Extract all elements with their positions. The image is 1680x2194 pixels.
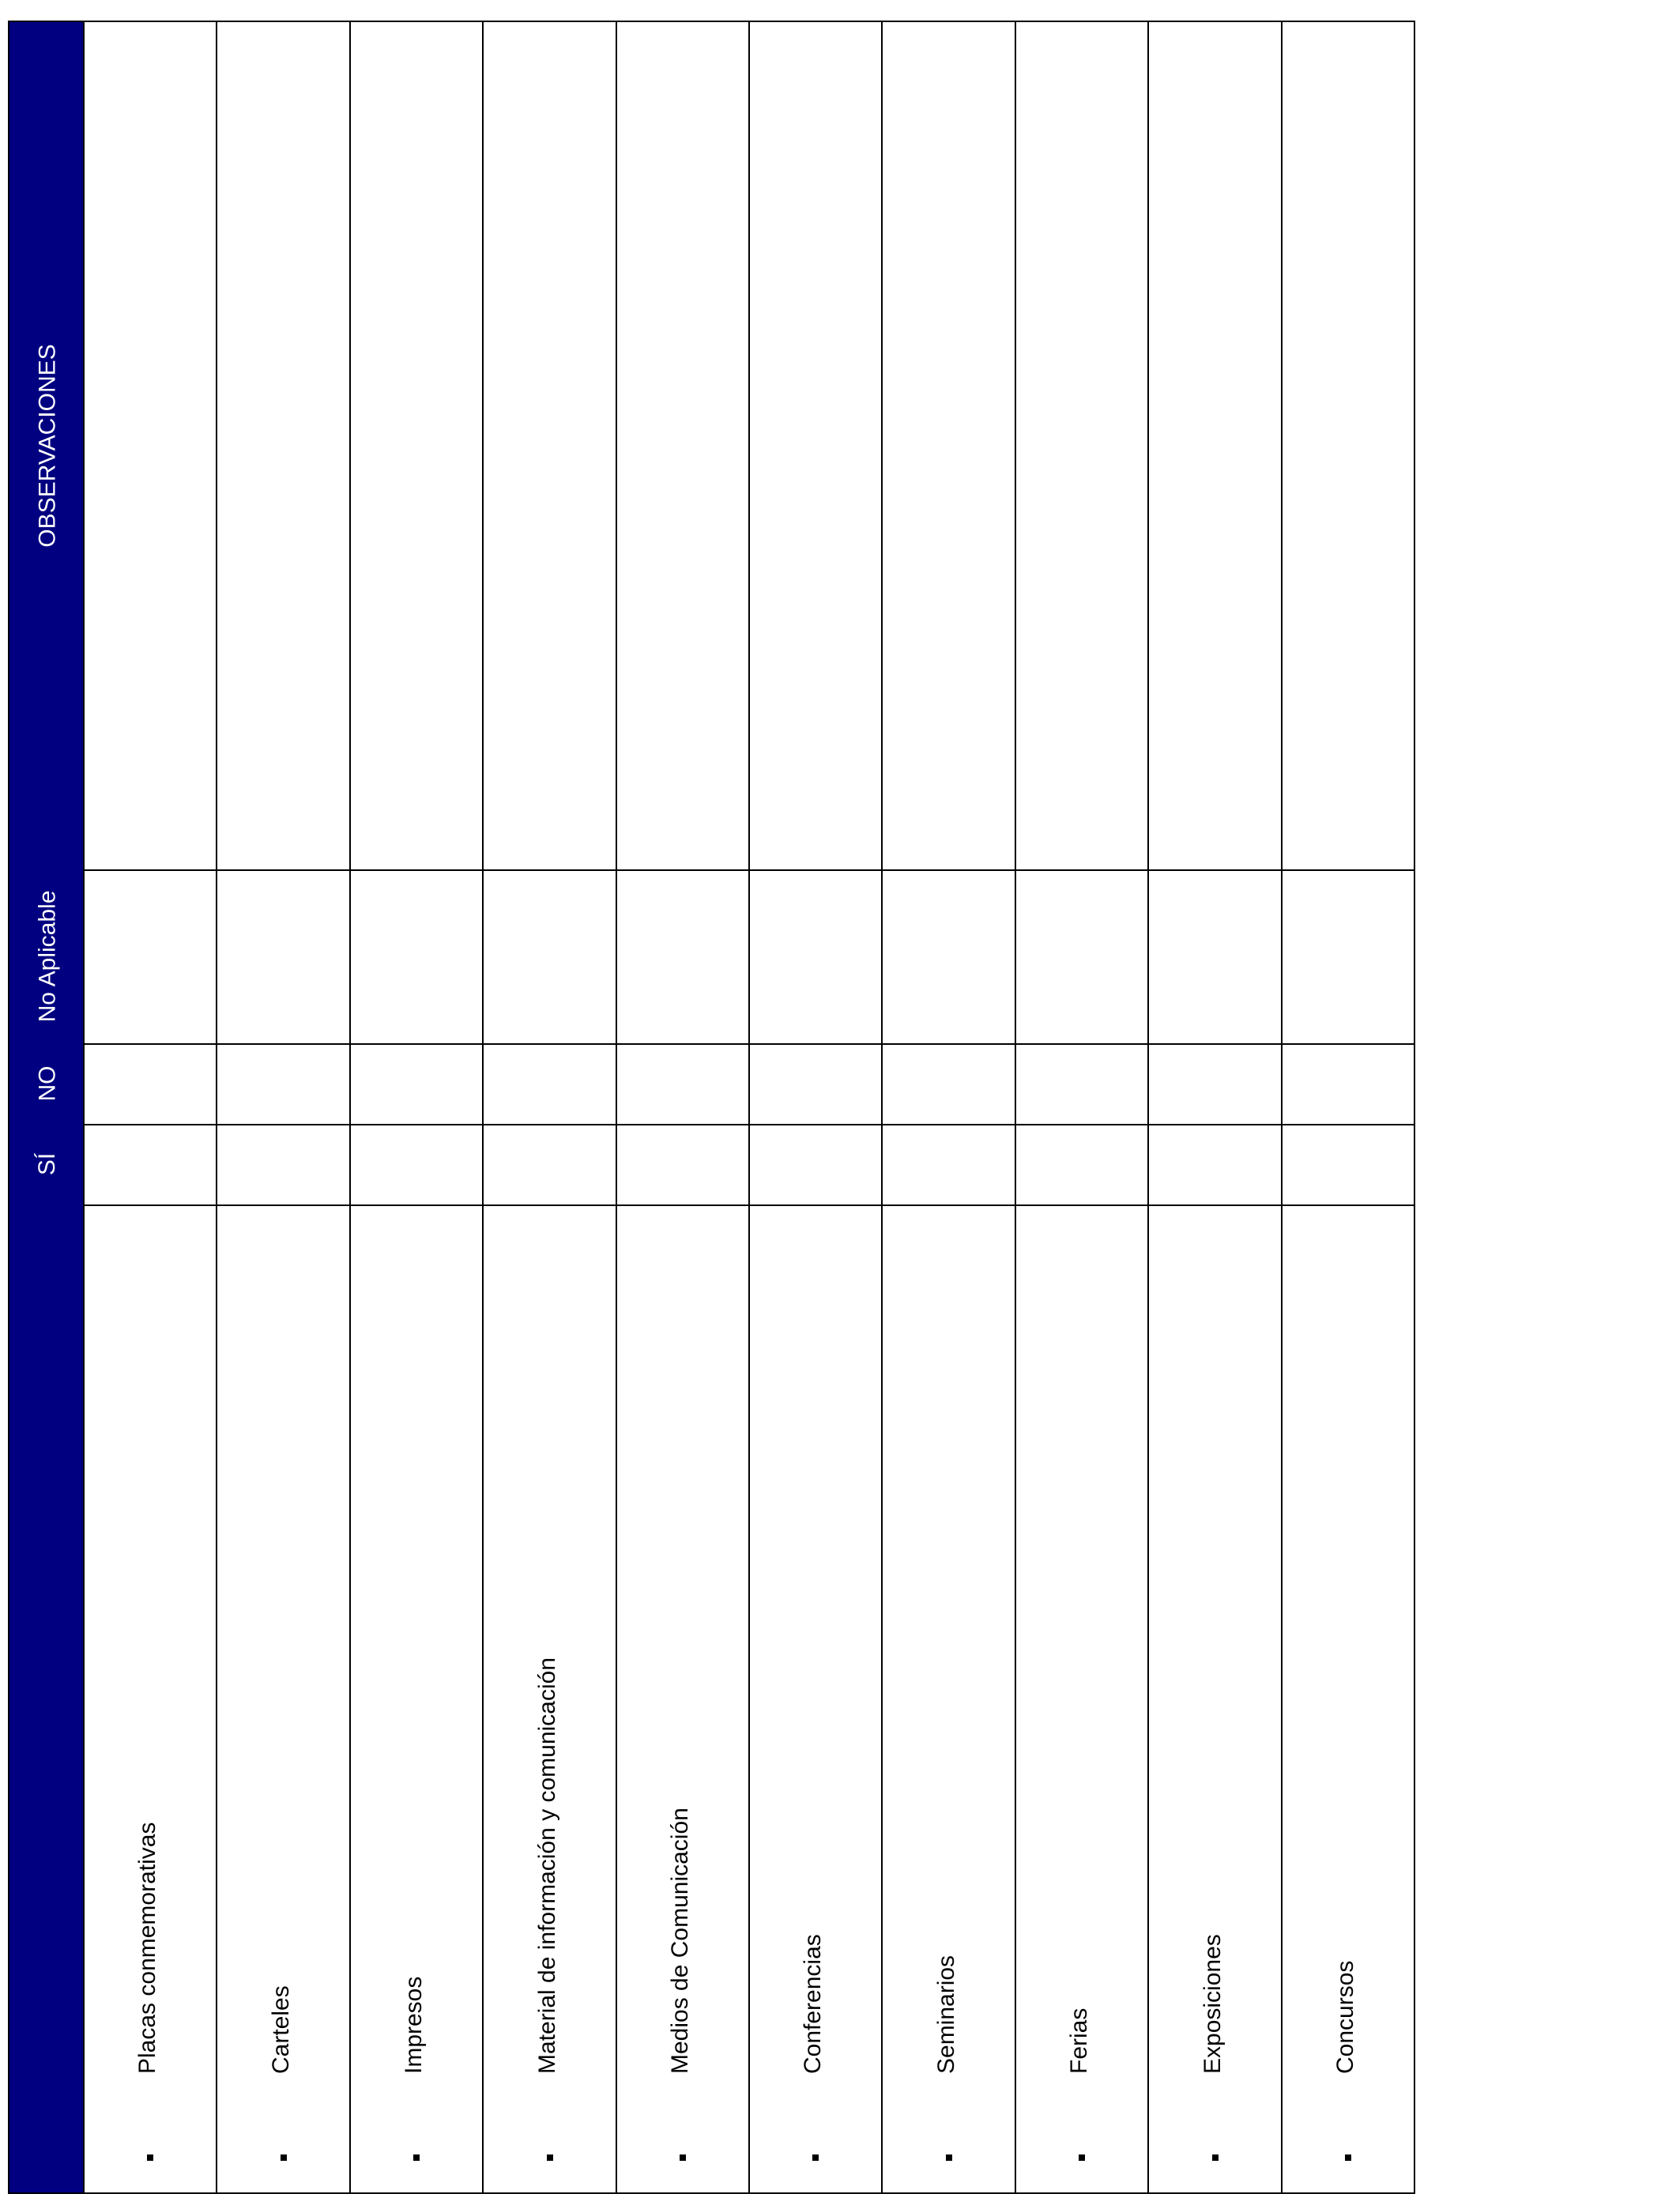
item-label: Impresos bbox=[401, 1976, 427, 2074]
no-aplicable-cell[interactable] bbox=[484, 869, 616, 1043]
no-cell[interactable] bbox=[85, 1043, 216, 1124]
item-label: Seminarios bbox=[932, 1955, 959, 2074]
header-observaciones-label: OBSERVACIONES bbox=[34, 344, 61, 548]
item-cell bbox=[883, 1203, 1015, 2192]
header-observaciones bbox=[9, 22, 86, 869]
item-label: Placas conmemorativas bbox=[134, 1822, 160, 2074]
observaciones-cell[interactable] bbox=[1283, 22, 1414, 869]
observaciones-cell[interactable] bbox=[1016, 22, 1147, 869]
bullet-icon bbox=[281, 2154, 287, 2161]
observaciones-cell[interactable] bbox=[484, 22, 616, 869]
table-row bbox=[1283, 21, 1415, 2194]
observaciones-cell[interactable] bbox=[883, 22, 1015, 869]
si-cell[interactable] bbox=[351, 1124, 482, 1204]
no-cell[interactable] bbox=[1149, 1043, 1281, 1124]
header-no-aplicable bbox=[9, 869, 86, 1043]
table-row bbox=[1016, 21, 1149, 2194]
no-cell[interactable] bbox=[883, 1043, 1015, 1124]
bullet-icon bbox=[1345, 2154, 1351, 2161]
header-row bbox=[8, 21, 85, 2194]
no-cell[interactable] bbox=[484, 1043, 616, 1124]
si-cell[interactable] bbox=[484, 1124, 616, 1204]
observaciones-cell[interactable] bbox=[351, 22, 482, 869]
no-aplicable-cell[interactable] bbox=[750, 869, 881, 1043]
no-aplicable-cell[interactable] bbox=[1283, 869, 1414, 1043]
item-label: Exposiciones bbox=[1199, 1934, 1226, 2074]
no-cell[interactable] bbox=[1283, 1043, 1414, 1124]
observaciones-cell[interactable] bbox=[85, 22, 216, 869]
item-cell bbox=[1283, 1203, 1414, 2192]
item-label: Concursos bbox=[1332, 1960, 1358, 2074]
item-cell bbox=[617, 1203, 748, 2192]
no-aplicable-cell[interactable] bbox=[85, 869, 216, 1043]
header-si bbox=[9, 1124, 86, 1204]
no-cell[interactable] bbox=[1016, 1043, 1147, 1124]
no-cell[interactable] bbox=[217, 1043, 349, 1124]
item-cell bbox=[351, 1203, 482, 2192]
no-aplicable-cell[interactable] bbox=[617, 869, 748, 1043]
header-no-label: NO bbox=[34, 1065, 61, 1102]
item-cell bbox=[85, 1203, 216, 2192]
si-cell[interactable] bbox=[1283, 1124, 1414, 1204]
header-si-label: SÍ bbox=[34, 1152, 61, 1176]
item-cell bbox=[1149, 1203, 1281, 2192]
item-label: Carteles bbox=[267, 1985, 294, 2074]
item-cell bbox=[1016, 1203, 1147, 2192]
no-aplicable-cell[interactable] bbox=[1016, 869, 1147, 1043]
item-cell bbox=[750, 1203, 881, 2192]
table-row bbox=[484, 21, 617, 2194]
item-cell bbox=[484, 1203, 616, 2192]
observaciones-cell[interactable] bbox=[617, 22, 748, 869]
no-cell[interactable] bbox=[750, 1043, 881, 1124]
bullet-icon bbox=[680, 2154, 686, 2161]
bullet-icon bbox=[547, 2154, 553, 2161]
si-cell[interactable] bbox=[883, 1124, 1015, 1204]
table-row bbox=[617, 21, 750, 2194]
no-aplicable-cell[interactable] bbox=[351, 869, 482, 1043]
table-row bbox=[1149, 21, 1283, 2194]
header-no-aplicable-label: No Aplicable bbox=[34, 890, 61, 1023]
no-aplicable-cell[interactable] bbox=[883, 869, 1015, 1043]
table-row bbox=[883, 21, 1016, 2194]
table-row bbox=[750, 21, 883, 2194]
si-cell[interactable] bbox=[617, 1124, 748, 1204]
si-cell[interactable] bbox=[85, 1124, 216, 1204]
observaciones-cell[interactable] bbox=[1149, 22, 1281, 869]
item-label: Conferencias bbox=[800, 1934, 826, 2074]
item-label: Medios de Comunicación bbox=[667, 1808, 693, 2074]
bullet-icon bbox=[946, 2154, 952, 2161]
si-cell[interactable] bbox=[217, 1124, 349, 1204]
no-aplicable-cell[interactable] bbox=[1149, 869, 1281, 1043]
si-cell[interactable] bbox=[1149, 1124, 1281, 1204]
table-row bbox=[217, 21, 351, 2194]
bullet-icon bbox=[1212, 2154, 1219, 2161]
si-cell[interactable] bbox=[750, 1124, 881, 1204]
table-row bbox=[85, 21, 217, 2194]
no-cell[interactable] bbox=[617, 1043, 748, 1124]
table-row bbox=[351, 21, 484, 2194]
observaciones-cell[interactable] bbox=[750, 22, 881, 869]
item-label: Material de información y comunicación bbox=[533, 1657, 560, 2074]
no-aplicable-cell[interactable] bbox=[217, 869, 349, 1043]
item-label: Ferias bbox=[1066, 2007, 1092, 2074]
si-cell[interactable] bbox=[1016, 1124, 1147, 1204]
bullet-icon bbox=[147, 2154, 153, 2161]
observaciones-cell[interactable] bbox=[217, 22, 349, 869]
bullet-icon bbox=[1079, 2154, 1085, 2161]
bullet-icon bbox=[812, 2154, 819, 2161]
bullet-icon bbox=[413, 2154, 420, 2161]
no-cell[interactable] bbox=[351, 1043, 482, 1124]
header-no bbox=[9, 1043, 86, 1124]
item-cell bbox=[217, 1203, 349, 2192]
